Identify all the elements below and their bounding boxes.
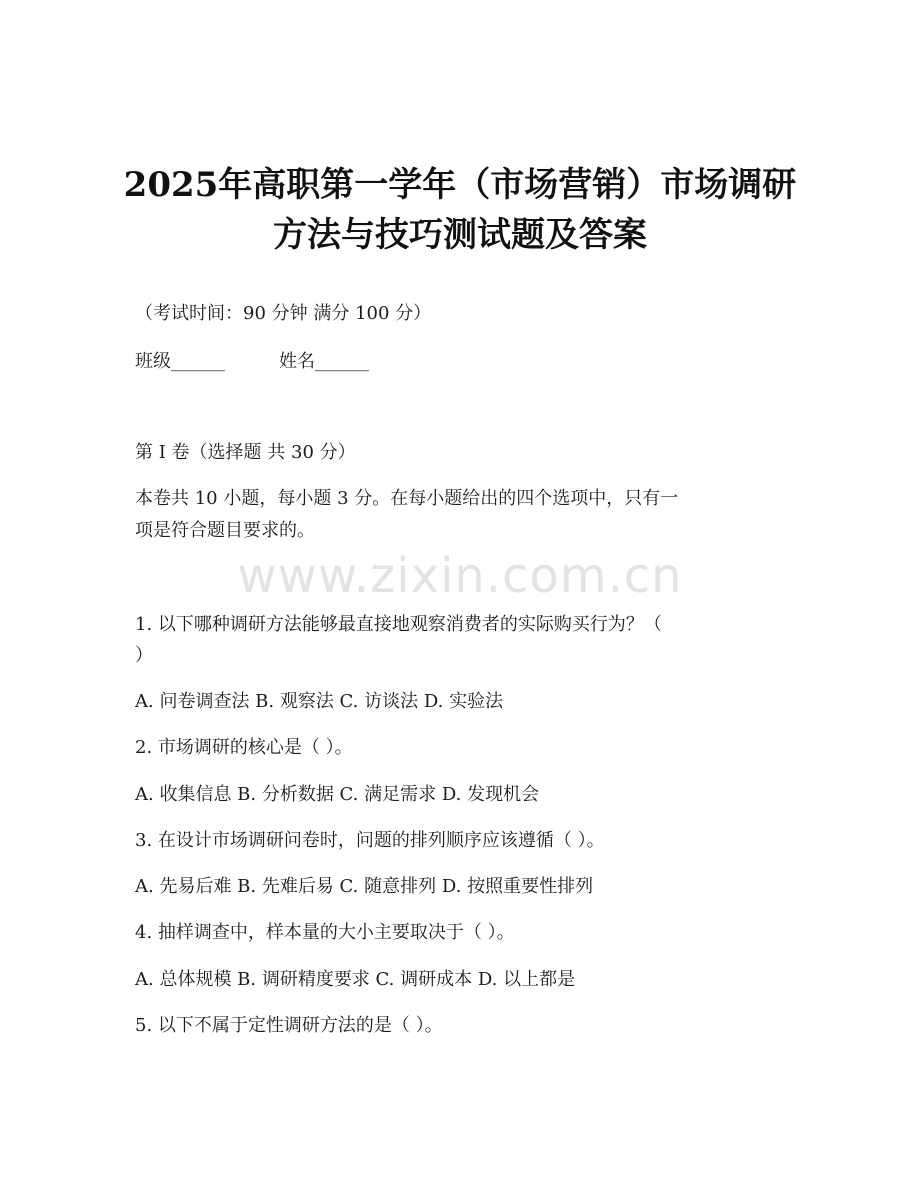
question-3-options: A. 先易后难 B. 先难后易 C. 随意排列 D. 按照重要性排列: [135, 876, 594, 897]
question-4-text: 4. 抽样调查中，样本量的大小主要取决于（ ）。: [135, 922, 515, 943]
question-2-text: 2. 市场调研的核心是（ ）。: [135, 737, 353, 758]
question-3-text: 3. 在设计市场调研问卷时，问题的排列顺序应该遵循（ ）。: [135, 830, 605, 851]
student-info: [135, 349, 369, 375]
watermark: www.zixin.com.cn: [237, 548, 683, 604]
title-line-2: 方法与技巧测试题及答案: [273, 215, 647, 255]
class-field-label: 班级______: [135, 351, 225, 372]
exam-info: （考试时间：90 分钟 满分 100 分）: [135, 303, 432, 324]
title-line-1: 2025年高职第一学年（市场营销）市场调研: [123, 165, 797, 205]
question-4-options: A. 总体规模 B. 调研精度要求 C. 调研成本 D. 以上都是: [135, 969, 576, 990]
section-intro-line-2: 项是符合题目要求的。: [135, 520, 315, 541]
question-1-text-cont: ）: [135, 645, 153, 666]
question-1-text: 1. 以下哪种调研方法能够最直接地观察消费者的实际购买行为？（: [135, 614, 662, 635]
question-2-options: A. 收集信息 B. 分析数据 C. 满足需求 D. 发现机会: [135, 784, 540, 805]
section-intro-line-1: 本卷共 10 小题，每小题 3 分。在每小题给出的四个选项中，只有一: [135, 488, 679, 509]
question-5-text: 5. 以下不属于定性调研方法的是（ ）。: [135, 1015, 443, 1036]
question-1-options: A. 问卷调查法 B. 观察法 C. 访谈法 D. 实验法: [135, 691, 504, 712]
name-field-label: 姓名______: [279, 351, 369, 372]
section-heading: 第 I 卷（选择题 共 30 分）: [135, 442, 356, 463]
